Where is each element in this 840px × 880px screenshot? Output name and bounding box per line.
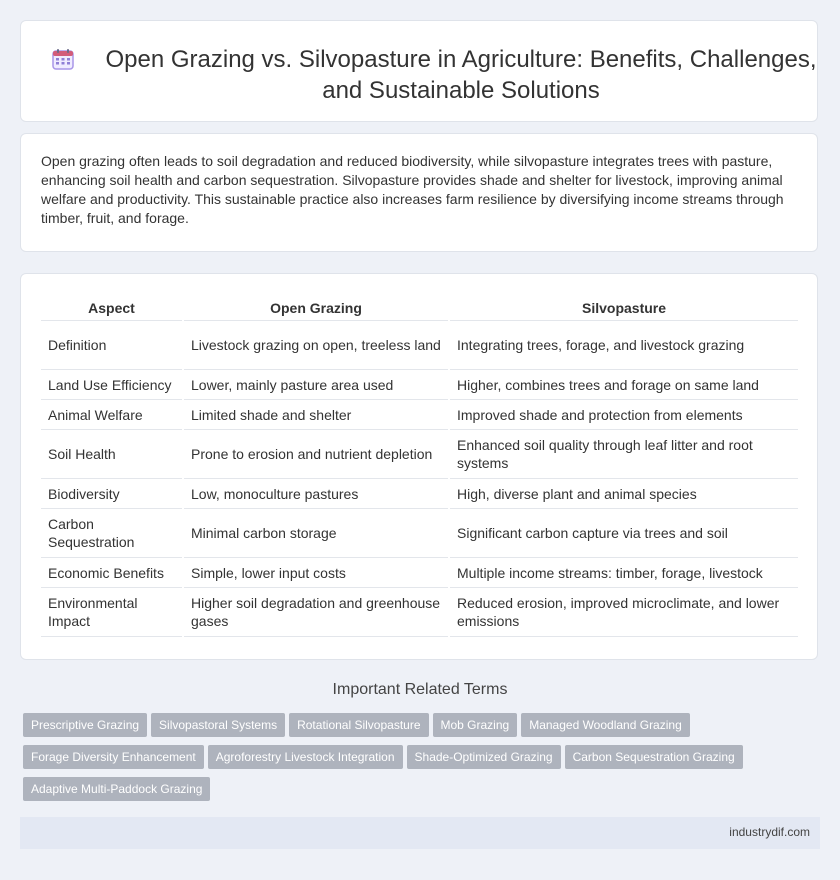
related-terms-heading: Important Related Terms — [332, 681, 508, 698]
table-cell: Limited shade and shelter — [183, 400, 449, 430]
table-cell: Economic Benefits — [41, 558, 183, 588]
table-row — [41, 558, 798, 588]
table-header-row — [41, 296, 798, 321]
related-term-tag[interactable]: Mob Grazing — [433, 713, 518, 737]
comparison-table — [41, 296, 798, 637]
table-cell: Integrating trees, forage, and livestock grazing — [449, 321, 798, 370]
column-header: Silvopasture — [449, 296, 798, 321]
table-cell: Soil Health — [41, 430, 183, 479]
table-cell: Land Use Efficiency — [41, 370, 183, 400]
table-row — [41, 588, 798, 637]
table-cell: High, diverse plant and animal species — [449, 479, 798, 509]
column-header: Aspect — [41, 296, 183, 321]
table-cell: Biodiversity — [41, 479, 183, 509]
summary-card — [20, 133, 818, 252]
column-header: Open Grazing — [183, 296, 449, 321]
table-cell: Livestock grazing on open, treeless land — [183, 321, 449, 370]
table-cell: Reduced erosion, improved microclimate, and lower emissions — [449, 588, 798, 637]
header-card — [20, 20, 818, 122]
table-row — [41, 479, 798, 509]
table-cell: Higher, combines trees and forage on same land — [449, 370, 798, 400]
table-cell: Carbon Sequestration — [41, 509, 183, 558]
related-term-tag[interactable]: Silvopastoral Systems — [151, 713, 285, 737]
table-cell: Minimal carbon storage — [183, 509, 449, 558]
table-cell: Lower, mainly pasture area used — [183, 370, 449, 400]
related-term-tag[interactable]: Adaptive Multi-Paddock Grazing — [23, 777, 210, 801]
page-title: Open Grazing vs. Silvopasture in Agriculture: Benefits, Challenges, and Sustainable Solutions — [105, 46, 817, 104]
related-term-tag[interactable]: Carbon Sequestration Grazing — [565, 745, 743, 769]
table-row — [41, 509, 798, 558]
related-term-tag[interactable]: Rotational Silvopasture — [289, 713, 428, 737]
footer — [20, 817, 820, 849]
comparison-table-card — [20, 273, 818, 660]
table-cell: Enhanced soil quality through leaf litter and root systems — [449, 430, 798, 479]
footer-site-link[interactable]: industrydif.com — [729, 825, 810, 839]
related-term-tag[interactable]: Managed Woodland Grazing — [521, 713, 690, 737]
table-cell: Simple, lower input costs — [183, 558, 449, 588]
related-terms-list — [23, 713, 823, 809]
table-cell: Multiple income streams: timber, forage, livestock — [449, 558, 798, 588]
table-cell: Prone to erosion and nutrient depletion — [183, 430, 449, 479]
table-cell: Definition — [41, 321, 183, 370]
table-row — [41, 370, 798, 400]
related-term-tag[interactable]: Forage Diversity Enhancement — [23, 745, 204, 769]
table-row — [41, 430, 798, 479]
table-cell: Higher soil degradation and greenhouse gases — [183, 588, 449, 637]
related-term-tag[interactable]: Prescriptive Grazing — [23, 713, 147, 737]
summary-paragraph: Open grazing often leads to soil degradation and reduced biodiversity, while silvopasture integrates trees with pasture, enhancing soil health and carbon sequestration. Silvopasture provides shade and shelter for livestock, improving animal welfare and productivity. This sustainable practice also increases farm resilience by diversifying income streams through timber, fruit, and forage. — [41, 153, 784, 226]
table-cell: Low, monoculture pastures — [183, 479, 449, 509]
table-cell: Significant carbon capture via trees and soil — [449, 509, 798, 558]
table-cell: Improved shade and protection from elements — [449, 400, 798, 430]
table-row — [41, 400, 798, 430]
table-row — [41, 321, 798, 370]
related-term-tag[interactable]: Shade-Optimized Grazing — [407, 745, 561, 769]
table-cell: Environmental Impact — [41, 588, 183, 637]
related-term-tag[interactable]: Agroforestry Livestock Integration — [208, 745, 403, 769]
table-cell: Animal Welfare — [41, 400, 183, 430]
